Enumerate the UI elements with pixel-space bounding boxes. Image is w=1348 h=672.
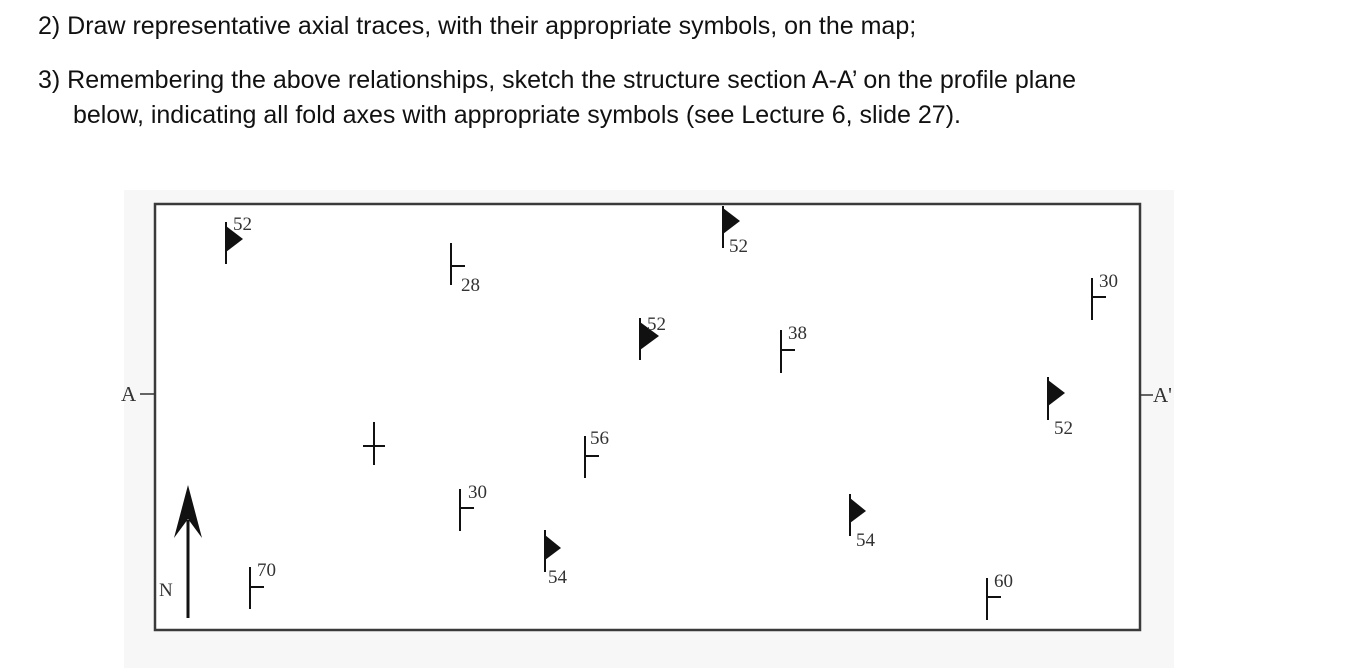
dip-value-8: 56 bbox=[590, 428, 609, 449]
dip-value-6: 30 bbox=[1099, 271, 1118, 292]
north-label: N bbox=[159, 580, 173, 601]
question-2: 2) Draw representative axial traces, with their appropriate symbols, on the map; bbox=[38, 12, 917, 40]
dip-value-10: 54 bbox=[548, 567, 567, 588]
dip-value-1: 52 bbox=[233, 214, 252, 235]
question-3-line-2: below, indicating all fold axes with appropriate symbols (see Lecture 6, slide 27). bbox=[73, 101, 961, 129]
section-start-label: A bbox=[121, 382, 137, 406]
dip-value-12: 70 bbox=[257, 560, 276, 581]
dip-value-2: 28 bbox=[461, 275, 480, 296]
dip-value-5: 38 bbox=[788, 323, 807, 344]
dip-value-9: 30 bbox=[468, 482, 487, 503]
dip-value-4: 52 bbox=[647, 314, 666, 335]
dip-value-3: 52 bbox=[729, 236, 748, 257]
map-border bbox=[155, 204, 1140, 630]
section-end-label: A' bbox=[1153, 383, 1172, 407]
dip-value-11: 54 bbox=[856, 530, 875, 551]
question-3-line-1: 3) Remembering the above relationships, sketch the structure section A-A’ on the profile plane bbox=[38, 66, 1077, 94]
dip-value-13: 60 bbox=[994, 571, 1013, 592]
dip-value-7: 52 bbox=[1054, 418, 1073, 439]
